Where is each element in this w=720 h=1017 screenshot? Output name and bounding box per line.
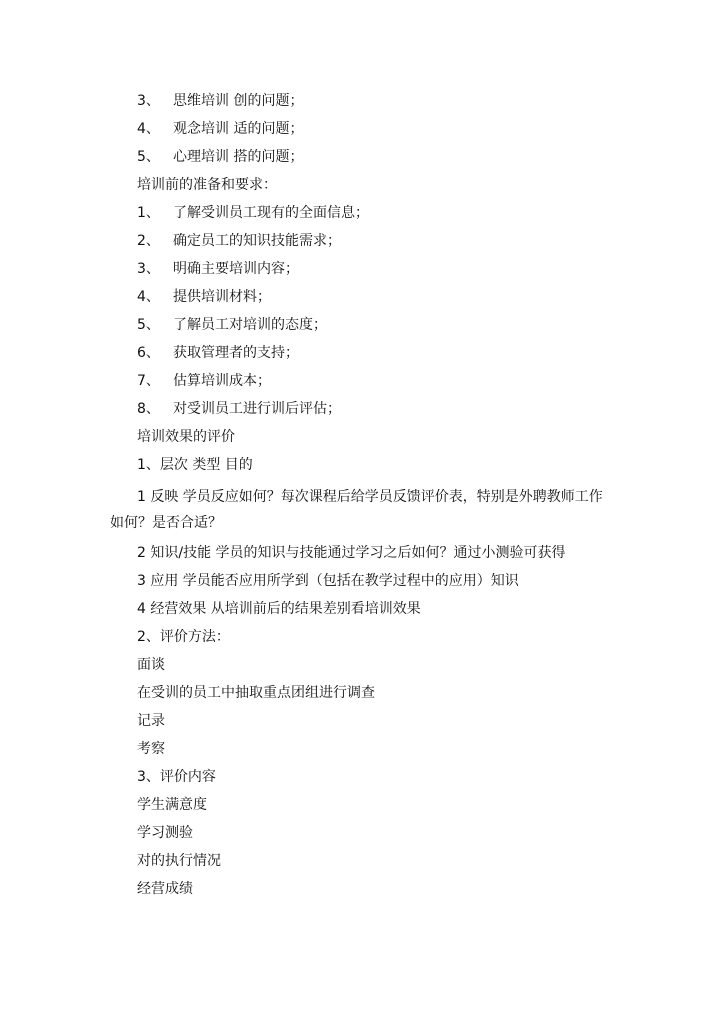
list-text: 提供培训材料； bbox=[173, 289, 271, 305]
list-item bbox=[137, 287, 271, 307]
paragraph-line: 记录 bbox=[137, 713, 165, 729]
paragraph-line: 学生满意度 bbox=[137, 797, 207, 813]
section-heading: 3、评价内容 bbox=[137, 769, 216, 785]
list-number: 4、 bbox=[137, 289, 160, 305]
list-text: 获取管理者的支持； bbox=[173, 345, 299, 361]
list-number: 2、 bbox=[137, 233, 160, 249]
list-text: 确定员工的知识技能需求； bbox=[173, 233, 341, 249]
list-text: 心理培训 搭的问题； bbox=[173, 149, 304, 165]
section-heading: 培训效果的评价 bbox=[137, 429, 235, 445]
paragraph-line: 经营成绩 bbox=[137, 881, 193, 897]
list-item bbox=[137, 203, 369, 223]
list-text: 估算培训成本； bbox=[173, 373, 271, 389]
paragraph-line: 面谈 bbox=[137, 657, 165, 673]
paragraph-line: 如何？是否合适？ bbox=[110, 515, 222, 531]
list-item bbox=[137, 259, 299, 279]
list-item bbox=[137, 231, 341, 251]
list-item bbox=[137, 343, 299, 363]
paragraph-line: 考察 bbox=[137, 741, 165, 757]
list-item bbox=[137, 147, 303, 167]
list-item bbox=[137, 399, 341, 419]
paragraph-line: 1、层次 类型 目的 bbox=[137, 457, 253, 473]
list-number: 4、 bbox=[137, 121, 160, 137]
list-item bbox=[137, 119, 303, 139]
paragraph-line: 4 经营效果 从培训前后的结果差别看培训效果 bbox=[137, 601, 421, 617]
list-text: 思维培训 创的问题； bbox=[173, 93, 304, 109]
list-item bbox=[137, 371, 271, 391]
list-item bbox=[137, 91, 303, 111]
list-number: 3、 bbox=[137, 93, 160, 109]
list-number: 3、 bbox=[137, 261, 160, 277]
paragraph-line: 3 应用 学员能否应用所学到（包括在教学过程中的应用）知识 bbox=[137, 573, 519, 589]
list-number: 6、 bbox=[137, 345, 160, 361]
paragraph-line: 2 知识/技能 学员的知识与技能通过学习之后如何？通过小测验可获得 bbox=[137, 545, 566, 561]
section-heading: 培训前的准备和要求： bbox=[137, 177, 277, 193]
list-item bbox=[137, 315, 327, 335]
list-text: 明确主要培训内容； bbox=[173, 261, 299, 277]
list-text: 了解员工对培训的态度； bbox=[173, 317, 327, 333]
paragraph-line: 1 反映 学员反应如何？每次课程后给学员反馈评价表，特别是外聘教师工作 bbox=[137, 489, 603, 505]
list-number: 7、 bbox=[137, 373, 160, 389]
section-heading: 2、评价方法： bbox=[137, 629, 230, 645]
paragraph-line: 在受训的员工中抽取重点团组进行调查 bbox=[137, 685, 375, 701]
paragraph-line: 学习测验 bbox=[137, 825, 193, 841]
list-text: 对受训员工进行训后评估； bbox=[173, 401, 341, 417]
list-number: 1、 bbox=[137, 205, 160, 221]
list-text: 了解受训员工现有的全面信息； bbox=[173, 205, 369, 221]
paragraph-line: 对的执行情况 bbox=[137, 853, 221, 869]
list-number: 5、 bbox=[137, 149, 160, 165]
list-number: 5、 bbox=[137, 317, 160, 333]
list-number: 8、 bbox=[137, 401, 160, 417]
list-text: 观念培训 适的问题； bbox=[173, 121, 304, 137]
